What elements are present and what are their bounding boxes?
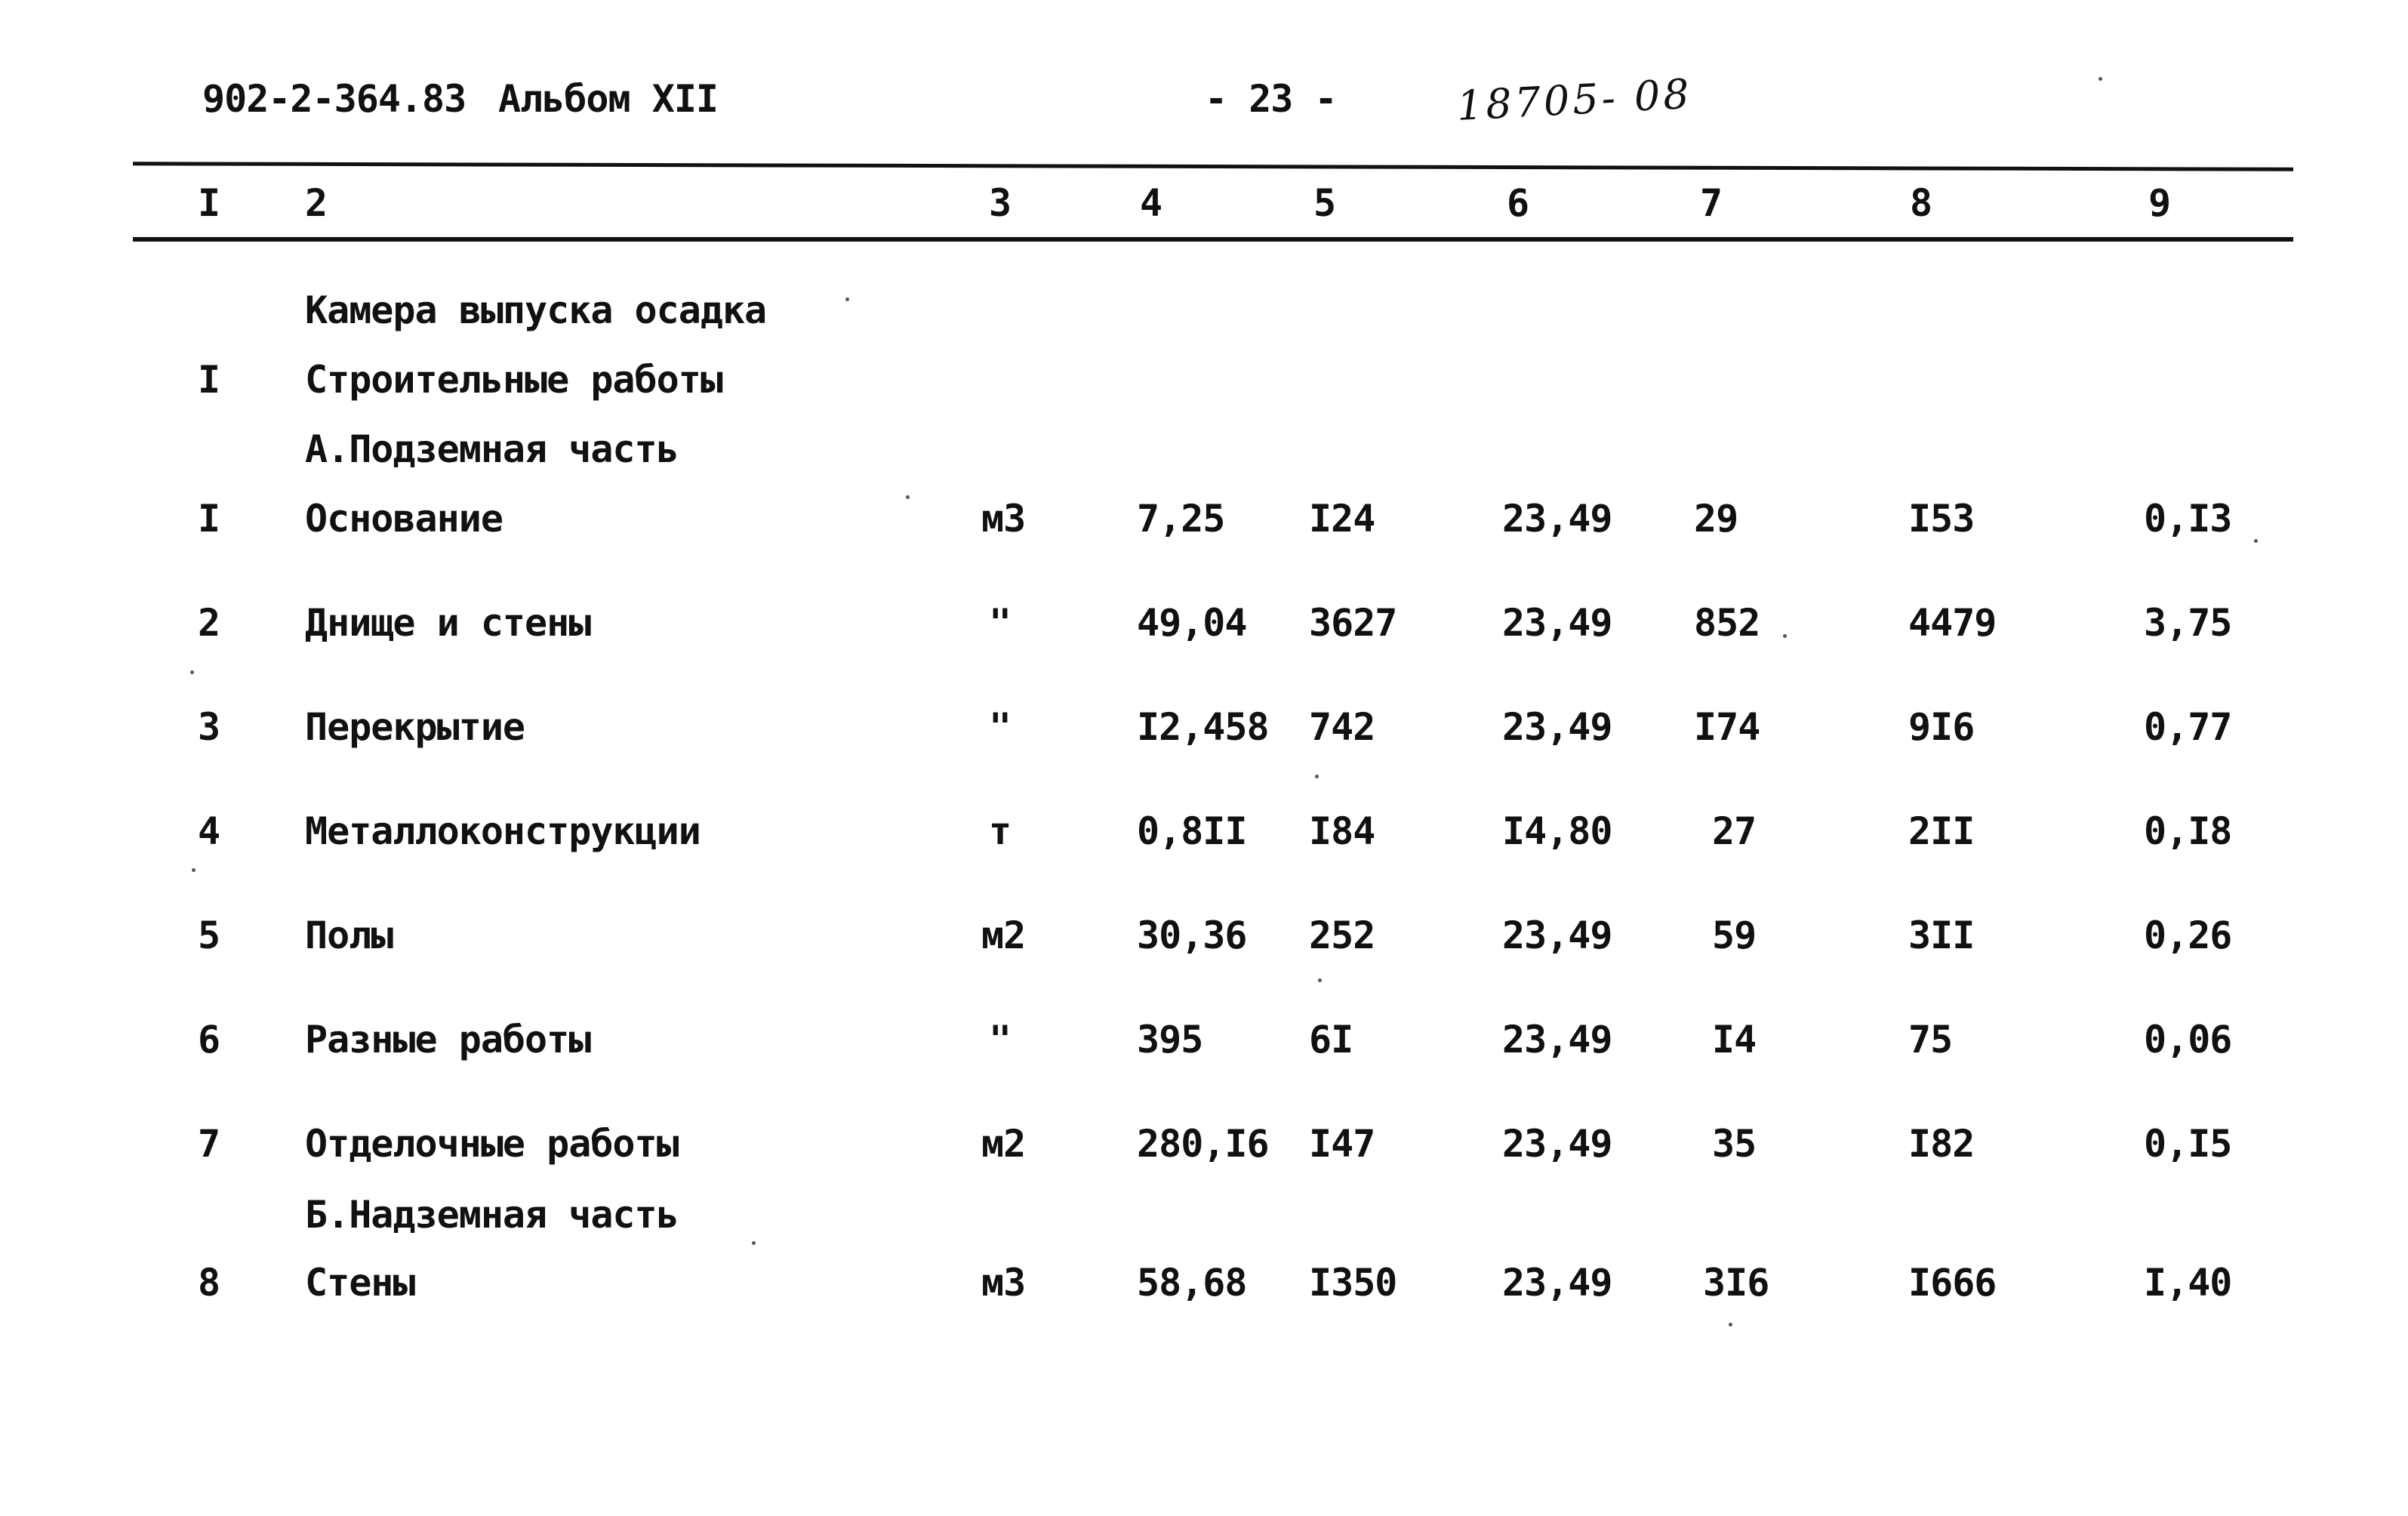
row-col7: 59: [1712, 914, 1757, 957]
row-col7: 29: [1694, 497, 1738, 541]
row-col6: 23,49: [1502, 705, 1612, 749]
row-col9: 0,I3: [2144, 497, 2232, 541]
row-number: 3: [198, 705, 220, 749]
scan-speck: [2099, 77, 2102, 81]
row-name: Разные работы: [305, 1018, 591, 1062]
row-name: Днище и стены: [305, 601, 591, 645]
row-col8: 3II: [1908, 914, 1975, 957]
section-heading: Строительные работы: [305, 358, 722, 402]
row-name: Металлоконструкции: [305, 809, 701, 853]
scan-speck: [845, 297, 849, 301]
row-col9: 0,26: [2144, 914, 2232, 957]
row-number: 8: [198, 1261, 220, 1305]
section-number: I: [198, 358, 220, 402]
row-quantity: 395: [1137, 1018, 1203, 1062]
table-top-rule: [133, 162, 2293, 171]
column-header: 3: [989, 181, 1012, 225]
row-col9: 3,75: [2144, 601, 2232, 645]
row-col6: 23,49: [1502, 1122, 1612, 1166]
inventory-number: 18705- 08: [1455, 69, 1694, 130]
row-col5: 6I: [1309, 1018, 1353, 1062]
row-col7: 27: [1712, 809, 1757, 853]
row-unit: м3: [981, 497, 1026, 541]
row-col6: 23,49: [1502, 601, 1612, 645]
column-header: 9: [2148, 181, 2171, 225]
row-col5: 3627: [1309, 601, 1397, 645]
row-col6: I4,80: [1502, 809, 1612, 853]
row-unit: м2: [981, 914, 1026, 957]
row-unit: ": [989, 705, 1012, 749]
row-col5: I24: [1309, 497, 1375, 541]
row-unit: м2: [981, 1122, 1026, 1166]
row-col8: 75: [1908, 1018, 1953, 1062]
row-col6: 23,49: [1502, 1018, 1612, 1062]
row-col9: 0,06: [2144, 1018, 2232, 1062]
row-quantity: 58,68: [1137, 1261, 1247, 1305]
scan-speck: [2254, 539, 2258, 543]
album-label: Альбом XII: [498, 77, 719, 121]
subsection-heading: А.Подземная часть: [305, 427, 679, 471]
row-number: 2: [198, 601, 220, 645]
row-col6: 23,49: [1502, 1261, 1612, 1305]
row-col8: I53: [1908, 497, 1975, 541]
row-number: 4: [198, 809, 220, 853]
scan-speck: [1783, 634, 1787, 638]
row-col9: 0,I5: [2144, 1122, 2232, 1166]
row-col7: 3I6: [1703, 1261, 1769, 1305]
row-number: 5: [198, 914, 220, 957]
row-unit: м3: [981, 1261, 1026, 1305]
scan-speck: [1318, 978, 1322, 982]
row-col9: 0,77: [2144, 705, 2232, 749]
row-col8: I666: [1908, 1261, 1997, 1305]
row-col8: 4479: [1908, 601, 1997, 645]
row-col7: 35: [1712, 1122, 1757, 1166]
column-header: I: [198, 181, 220, 225]
subsection-heading: Б.Надземная часть: [305, 1193, 679, 1237]
scan-speck: [906, 495, 910, 499]
column-header: 6: [1507, 181, 1529, 225]
page-number: - 23 -: [1205, 77, 1337, 121]
row-col7: I74: [1694, 705, 1760, 749]
scan-speck: [1315, 775, 1319, 778]
row-name: Перекрытие: [305, 705, 525, 749]
row-col7: I4: [1712, 1018, 1757, 1062]
row-col5: I47: [1309, 1122, 1375, 1166]
row-quantity: 30,36: [1137, 914, 1247, 957]
row-col6: 23,49: [1502, 497, 1612, 541]
row-unit: ": [989, 601, 1012, 645]
row-unit: т: [989, 809, 1012, 853]
column-header: 5: [1313, 181, 1336, 225]
row-name: Стены: [305, 1261, 415, 1305]
scan-speck: [1729, 1323, 1732, 1326]
row-quantity: 280,I6: [1137, 1122, 1269, 1166]
scan-speck: [752, 1241, 756, 1245]
row-col5: I84: [1309, 809, 1375, 853]
row-col5: 252: [1309, 914, 1375, 957]
row-col8: 9I6: [1908, 705, 1975, 749]
scan-speck: [190, 670, 194, 674]
row-col5: 742: [1309, 705, 1375, 749]
table-header-rule: [133, 237, 2293, 242]
row-quantity: 0,8II: [1137, 809, 1247, 853]
column-header: 4: [1140, 181, 1162, 225]
row-quantity: 7,25: [1137, 497, 1225, 541]
row-number: 6: [198, 1018, 220, 1062]
row-quantity: I2,458: [1137, 705, 1269, 749]
row-col5: I350: [1309, 1261, 1397, 1305]
row-col7: 852: [1694, 601, 1760, 645]
row-quantity: 49,04: [1137, 601, 1247, 645]
row-number: 7: [198, 1122, 220, 1166]
scan-speck: [192, 868, 196, 872]
doc-code: 902-2-364.83: [202, 77, 467, 121]
row-number: I: [198, 497, 220, 541]
section-title: Камера выпуска осадка: [305, 288, 767, 332]
column-header: 2: [305, 181, 328, 225]
row-unit: ": [989, 1018, 1012, 1062]
row-col9: I,40: [2144, 1261, 2232, 1305]
row-name: Полы: [305, 914, 393, 957]
row-name: Основание: [305, 497, 503, 541]
row-col8: I82: [1908, 1122, 1975, 1166]
column-header: 7: [1700, 181, 1723, 225]
column-header: 8: [1910, 181, 1932, 225]
row-col9: 0,I8: [2144, 809, 2232, 853]
row-col8: 2II: [1908, 809, 1975, 853]
row-name: Отделочные работы: [305, 1122, 679, 1166]
row-col6: 23,49: [1502, 914, 1612, 957]
